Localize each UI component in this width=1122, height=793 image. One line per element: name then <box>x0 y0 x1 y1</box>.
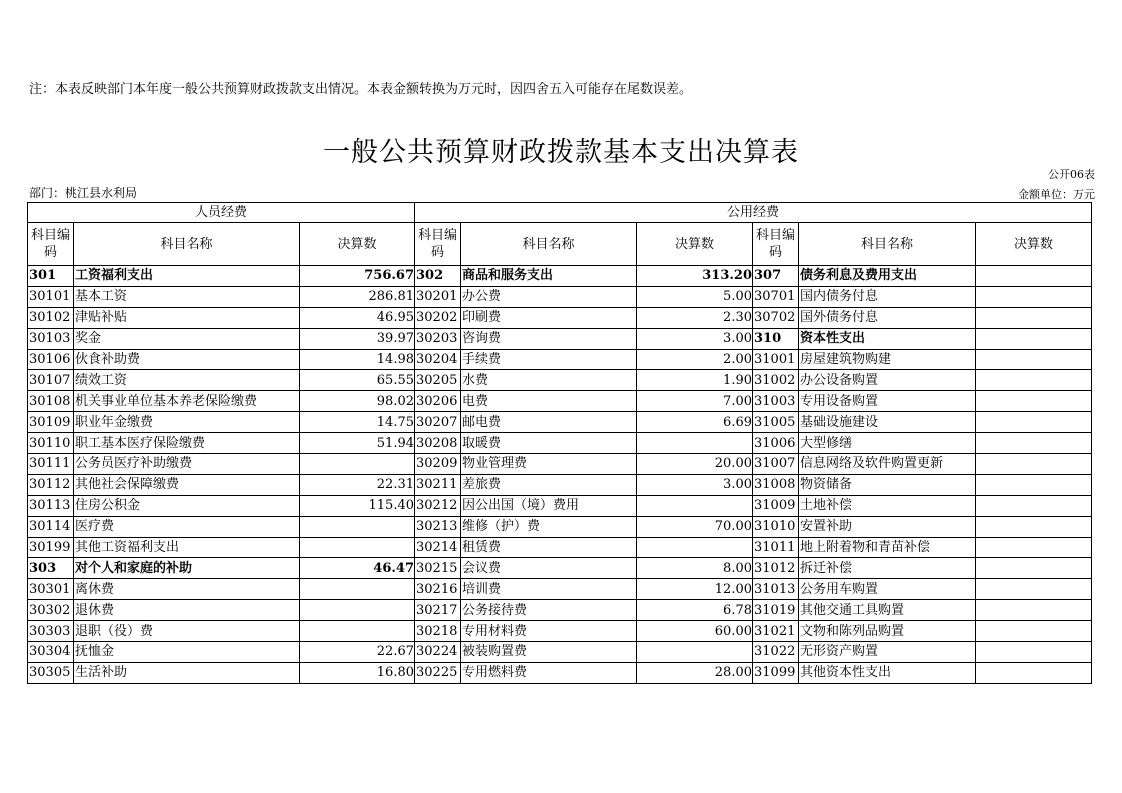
subject-code-cell: 30205 <box>415 370 461 391</box>
subject-code-cell: 30202 <box>415 307 461 328</box>
subject-name-cell: 因公出国（境）费用 <box>461 495 637 516</box>
subject-name-cell: 职业年金缴费 <box>74 412 300 433</box>
subject-name-cell: 资本性支出 <box>799 328 976 349</box>
subject-code-cell: 30207 <box>415 412 461 433</box>
subject-code-cell: 301 <box>28 266 74 287</box>
subject-name-cell: 其他资本性支出 <box>799 662 976 683</box>
subject-name-cell: 无形资产购置 <box>799 642 976 663</box>
subject-name-cell: 物资储备 <box>799 474 976 495</box>
amount-cell <box>976 495 1092 516</box>
subject-name-cell: 文物和陈列品购置 <box>799 621 976 642</box>
subject-code-cell: 31006 <box>753 433 799 454</box>
subject-name-cell: 奖金 <box>74 328 300 349</box>
subject-name-cell: 国内债务付息 <box>799 286 976 307</box>
subject-name-cell: 水费 <box>461 370 637 391</box>
subject-name-cell: 债务利息及费用支出 <box>799 266 976 287</box>
subject-name-cell: 公务接待费 <box>461 600 637 621</box>
column-header-name: 科目名称 <box>74 223 300 266</box>
subject-name-cell: 退休费 <box>74 600 300 621</box>
amount-cell: 8.00 <box>637 558 753 579</box>
amount-cell <box>637 642 753 663</box>
subject-code-cell: 31001 <box>753 349 799 370</box>
subject-code-cell: 30101 <box>28 286 74 307</box>
amount-cell <box>976 391 1092 412</box>
subject-code-cell: 30213 <box>415 516 461 537</box>
subject-code-cell: 30102 <box>28 307 74 328</box>
amount-cell: 60.00 <box>637 621 753 642</box>
subject-name-cell: 手续费 <box>461 349 637 370</box>
amount-cell: 14.98 <box>300 349 415 370</box>
amount-cell: 70.00 <box>637 516 753 537</box>
amount-cell: 2.30 <box>637 307 753 328</box>
amount-cell <box>637 433 753 454</box>
subject-name-cell: 培训费 <box>461 579 637 600</box>
subject-name-cell: 商品和服务支出 <box>461 266 637 287</box>
amount-cell: 98.02 <box>300 391 415 412</box>
subject-name-cell: 其他工资福利支出 <box>74 537 300 558</box>
amount-cell <box>976 266 1092 287</box>
amount-cell: 51.94 <box>300 433 415 454</box>
subject-code-cell: 30218 <box>415 621 461 642</box>
subject-name-cell: 维修（护）费 <box>461 516 637 537</box>
column-header-amount: 决算数 <box>976 223 1092 266</box>
subject-code-cell: 30303 <box>28 621 74 642</box>
amount-cell: 22.31 <box>300 474 415 495</box>
table-row <box>28 516 1092 537</box>
subject-name-cell: 专用设备购置 <box>799 391 976 412</box>
column-header-name: 科目名称 <box>799 223 976 266</box>
subject-code-cell: 30108 <box>28 391 74 412</box>
subject-code-cell: 30701 <box>753 286 799 307</box>
amount-cell: 46.47 <box>300 558 415 579</box>
amount-cell <box>976 474 1092 495</box>
amount-cell <box>300 537 415 558</box>
amount-cell <box>300 600 415 621</box>
table-row <box>28 328 1092 349</box>
subject-name-cell: 邮电费 <box>461 412 637 433</box>
amount-cell: 16.80 <box>300 662 415 683</box>
column-header-code: 科目编码 <box>753 223 799 266</box>
amount-cell: 286.81 <box>300 286 415 307</box>
table-note: 注：本表反映部门本年度一般公共预算财政拨款支出情况。本表金额转换为万元时，因四舍五入可能存在尾数误差。 <box>29 82 693 97</box>
table-row <box>28 286 1092 307</box>
amount-cell: 28.00 <box>637 662 753 683</box>
amount-cell <box>976 412 1092 433</box>
subject-code-cell: 30215 <box>415 558 461 579</box>
subject-code-cell: 31012 <box>753 558 799 579</box>
table-row <box>28 412 1092 433</box>
subject-code-cell: 30211 <box>415 474 461 495</box>
amount-cell: 1.90 <box>637 370 753 391</box>
subject-code-cell: 302 <box>415 266 461 287</box>
subject-code-cell: 31005 <box>753 412 799 433</box>
subject-code-cell: 31003 <box>753 391 799 412</box>
subject-name-cell: 拆迁补偿 <box>799 558 976 579</box>
subject-code-cell: 31010 <box>753 516 799 537</box>
amount-cell <box>300 621 415 642</box>
subject-code-cell: 31007 <box>753 454 799 475</box>
subject-code-cell: 310 <box>753 328 799 349</box>
subject-code-cell: 30206 <box>415 391 461 412</box>
amount-cell: 756.67 <box>300 266 415 287</box>
subject-code-cell: 30109 <box>28 412 74 433</box>
subject-name-cell: 工资福利支出 <box>74 266 300 287</box>
amount-cell <box>976 621 1092 642</box>
subject-name-cell: 医疗费 <box>74 516 300 537</box>
table-row <box>28 537 1092 558</box>
subject-name-cell: 机关事业单位基本养老保险缴费 <box>74 391 300 412</box>
subject-name-cell: 其他交通工具购置 <box>799 600 976 621</box>
amount-cell <box>976 433 1092 454</box>
subject-code-cell: 30110 <box>28 433 74 454</box>
subject-code-cell: 30224 <box>415 642 461 663</box>
table-row <box>28 391 1092 412</box>
amount-cell: 115.40 <box>300 495 415 516</box>
amount-cell: 22.67 <box>300 642 415 663</box>
subject-name-cell: 伙食补助费 <box>74 349 300 370</box>
subject-name-cell: 对个人和家庭的补助 <box>74 558 300 579</box>
subject-name-cell: 生活补助 <box>74 662 300 683</box>
amount-cell: 14.75 <box>300 412 415 433</box>
table-row <box>28 600 1092 621</box>
subject-code-cell: 307 <box>753 266 799 287</box>
subject-name-cell: 咨询费 <box>461 328 637 349</box>
amount-cell <box>976 558 1092 579</box>
subject-code-cell: 30113 <box>28 495 74 516</box>
subject-name-cell: 土地补偿 <box>799 495 976 516</box>
subject-code-cell: 30305 <box>28 662 74 683</box>
subject-code-cell: 31002 <box>753 370 799 391</box>
amount-cell: 5.00 <box>637 286 753 307</box>
amount-cell: 313.20 <box>637 266 753 287</box>
subject-name-cell: 信息网络及软件购置更新 <box>799 454 976 475</box>
amount-cell: 6.78 <box>637 600 753 621</box>
subject-name-cell: 其他社会保障缴费 <box>74 474 300 495</box>
subject-code-cell: 30111 <box>28 454 74 475</box>
subject-name-cell: 专用材料费 <box>461 621 637 642</box>
table-row <box>28 307 1092 328</box>
subject-code-cell: 30209 <box>415 454 461 475</box>
amount-cell <box>300 579 415 600</box>
subject-name-cell: 离休费 <box>74 579 300 600</box>
table-row <box>28 558 1092 579</box>
subject-code-cell: 30204 <box>415 349 461 370</box>
subject-code-cell: 30114 <box>28 516 74 537</box>
subject-code-cell: 31019 <box>753 600 799 621</box>
expenditure-table <box>27 202 1092 684</box>
amount-cell <box>976 642 1092 663</box>
group-header-personnel: 人员经费 <box>28 203 415 223</box>
table-row <box>28 370 1092 391</box>
subject-name-cell: 职工基本医疗保险缴费 <box>74 433 300 454</box>
subject-code-cell: 31008 <box>753 474 799 495</box>
subject-code-cell: 30103 <box>28 328 74 349</box>
amount-cell: 46.95 <box>300 307 415 328</box>
amount-cell <box>976 579 1092 600</box>
column-header-code: 科目编码 <box>415 223 461 266</box>
table-row <box>28 349 1092 370</box>
form-code: 公开06表 <box>1048 168 1095 181</box>
department-label: 部门：桃江县水利局 <box>29 186 138 200</box>
subject-name-cell: 专用燃料费 <box>461 662 637 683</box>
subject-code-cell: 31099 <box>753 662 799 683</box>
subject-code-cell: 30216 <box>415 579 461 600</box>
amount-cell: 12.00 <box>637 579 753 600</box>
subject-name-cell: 房屋建筑物购建 <box>799 349 976 370</box>
amount-cell <box>976 662 1092 683</box>
table-row <box>28 474 1092 495</box>
subject-name-cell: 绩效工资 <box>74 370 300 391</box>
subject-code-cell: 30302 <box>28 600 74 621</box>
amount-cell <box>976 454 1092 475</box>
subject-name-cell: 大型修缮 <box>799 433 976 454</box>
subject-code-cell: 30214 <box>415 537 461 558</box>
column-header-name: 科目名称 <box>461 223 637 266</box>
amount-cell: 65.55 <box>300 370 415 391</box>
amount-cell <box>637 537 753 558</box>
amount-cell <box>637 495 753 516</box>
subject-code-cell: 30225 <box>415 662 461 683</box>
subject-name-cell: 租赁费 <box>461 537 637 558</box>
amount-cell <box>976 600 1092 621</box>
amount-cell: 7.00 <box>637 391 753 412</box>
subject-name-cell: 安置补助 <box>799 516 976 537</box>
amount-cell <box>300 454 415 475</box>
amount-cell <box>976 370 1092 391</box>
table-row <box>28 621 1092 642</box>
subject-name-cell: 基础设施建设 <box>799 412 976 433</box>
subject-code-cell: 30212 <box>415 495 461 516</box>
amount-cell <box>976 328 1092 349</box>
subject-name-cell: 地上附着物和青苗补偿 <box>799 537 976 558</box>
amount-cell: 2.00 <box>637 349 753 370</box>
table-row <box>28 642 1092 663</box>
amount-cell: 3.00 <box>637 474 753 495</box>
subject-name-cell: 津贴补贴 <box>74 307 300 328</box>
table-row <box>28 495 1092 516</box>
column-header-amount: 决算数 <box>637 223 753 266</box>
page-title: 一般公共预算财政拨款基本支出决算表 <box>323 137 799 168</box>
subject-name-cell: 国外债务付息 <box>799 307 976 328</box>
amount-cell: 6.69 <box>637 412 753 433</box>
subject-name-cell: 办公费 <box>461 286 637 307</box>
subject-name-cell: 退职（役）费 <box>74 621 300 642</box>
subject-name-cell: 被装购置费 <box>461 642 637 663</box>
subject-code-cell: 30107 <box>28 370 74 391</box>
subject-name-cell: 公务员医疗补助缴费 <box>74 454 300 475</box>
subject-code-cell: 30199 <box>28 537 74 558</box>
subject-name-cell: 会议费 <box>461 558 637 579</box>
subject-name-cell: 物业管理费 <box>461 454 637 475</box>
subject-code-cell: 30203 <box>415 328 461 349</box>
subject-code-cell: 30702 <box>753 307 799 328</box>
subject-code-cell: 30208 <box>415 433 461 454</box>
subject-name-cell: 抚恤金 <box>74 642 300 663</box>
amount-cell: 39.97 <box>300 328 415 349</box>
subject-code-cell: 30201 <box>415 286 461 307</box>
amount-cell <box>976 286 1092 307</box>
subject-name-cell: 差旅费 <box>461 474 637 495</box>
table-row <box>28 662 1092 683</box>
subject-code-cell: 30301 <box>28 579 74 600</box>
subject-code-cell: 30106 <box>28 349 74 370</box>
subject-name-cell: 基本工资 <box>74 286 300 307</box>
column-header-code: 科目编码 <box>28 223 74 266</box>
subject-name-cell: 办公设备购置 <box>799 370 976 391</box>
subject-name-cell: 公务用车购置 <box>799 579 976 600</box>
amount-unit-label: 金额单位：万元 <box>1018 188 1095 201</box>
subject-code-cell: 30112 <box>28 474 74 495</box>
subject-name-cell: 电费 <box>461 391 637 412</box>
table-row <box>28 579 1092 600</box>
subject-code-cell: 31013 <box>753 579 799 600</box>
subject-name-cell: 印刷费 <box>461 307 637 328</box>
subject-code-cell: 31022 <box>753 642 799 663</box>
table-row <box>28 433 1092 454</box>
subject-code-cell: 303 <box>28 558 74 579</box>
amount-cell: 20.00 <box>637 454 753 475</box>
amount-cell <box>976 537 1092 558</box>
subject-code-cell: 30217 <box>415 600 461 621</box>
amount-cell <box>300 516 415 537</box>
subject-code-cell: 31021 <box>753 621 799 642</box>
amount-cell <box>976 516 1092 537</box>
amount-cell <box>976 349 1092 370</box>
subject-code-cell: 30304 <box>28 642 74 663</box>
group-header-public: 公用经费 <box>415 203 1092 223</box>
column-header-amount: 决算数 <box>300 223 415 266</box>
table-row <box>28 266 1092 287</box>
subject-name-cell: 住房公积金 <box>74 495 300 516</box>
amount-cell: 3.00 <box>637 328 753 349</box>
subject-code-cell: 31009 <box>753 495 799 516</box>
subject-name-cell: 取暖费 <box>461 433 637 454</box>
amount-cell <box>976 307 1092 328</box>
subject-code-cell: 31011 <box>753 537 799 558</box>
table-row <box>28 454 1092 475</box>
